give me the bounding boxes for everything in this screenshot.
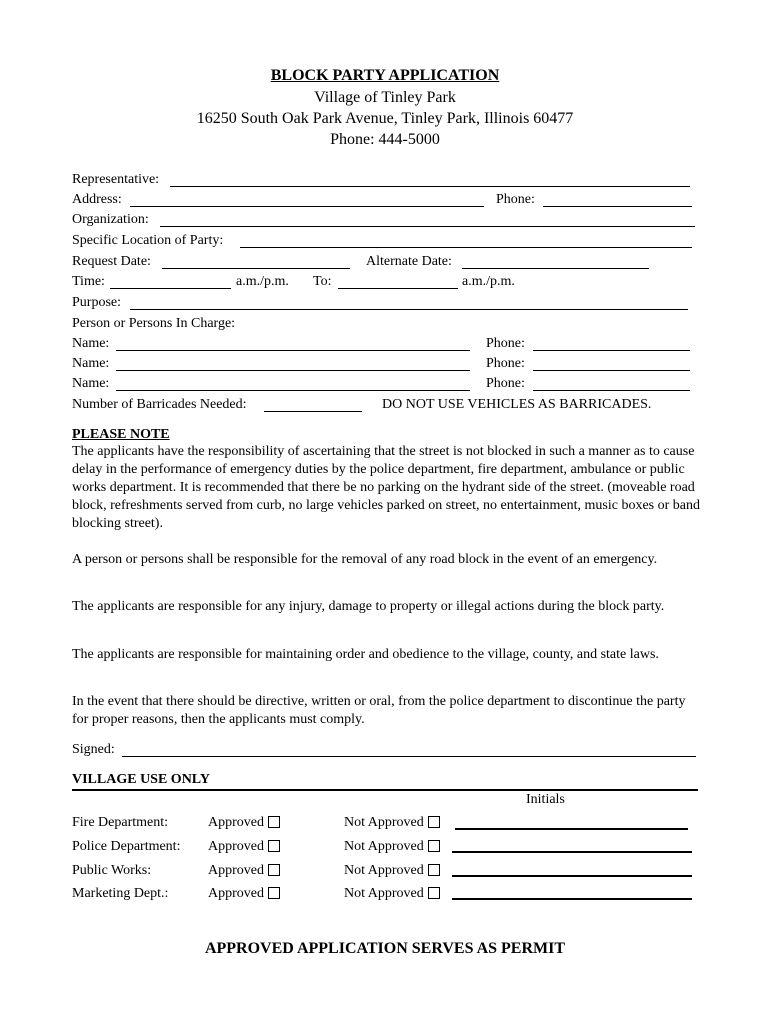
- time-from-ampm: a.m./p.m.: [236, 274, 289, 289]
- police-approved[interactable]: Approved: [208, 838, 280, 856]
- name-phone-field-2[interactable]: [533, 370, 690, 371]
- police-approved-checkbox[interactable]: [268, 840, 280, 852]
- public-works-approved[interactable]: Approved: [208, 862, 280, 880]
- note-paragraph-4: The applicants are responsible for maintaining order and obedience to the village, county, and state laws.: [72, 647, 659, 662]
- dept-public-works-label: Public Works:: [72, 863, 152, 878]
- no-vehicles-warning: DO NOT USE VEHICLES AS BARRICADES.: [382, 397, 652, 412]
- dept-fire-label: Fire Department:: [72, 815, 169, 830]
- address-phone-label: Phone:: [496, 192, 535, 207]
- fire-initials-field[interactable]: [455, 828, 688, 830]
- name-phone-label-3: Phone:: [486, 376, 525, 391]
- village-phone: Phone: 444-5000: [330, 131, 440, 148]
- village-use-heading: VILLAGE USE ONLY: [72, 772, 210, 787]
- organization-field[interactable]: [160, 226, 695, 227]
- fire-not-approved[interactable]: Not Approved: [344, 814, 440, 832]
- name-label-1: Name:: [72, 336, 110, 351]
- time-to-field[interactable]: [338, 288, 458, 289]
- note-paragraph-2: A person or persons shall be responsible for the removal of any road block in the event of an emergency.: [72, 552, 658, 567]
- organization-label: Organization:: [72, 212, 149, 227]
- marketing-approved[interactable]: Approved: [208, 885, 280, 903]
- name-field-1[interactable]: [116, 350, 470, 351]
- alternate-date-label: Alternate Date:: [366, 254, 452, 269]
- police-not-approved[interactable]: Not Approved: [344, 838, 440, 856]
- village-address: 16250 South Oak Park Avenue, Tinley Park, Illinois 60477: [196, 110, 574, 127]
- police-not-approved-checkbox[interactable]: [428, 840, 440, 852]
- purpose-label: Purpose:: [72, 295, 121, 310]
- name-field-3[interactable]: [116, 390, 470, 391]
- name-phone-label-1: Phone:: [486, 336, 525, 351]
- village-use-divider: [72, 789, 698, 791]
- barricades-field[interactable]: [264, 411, 362, 412]
- signature-field[interactable]: [122, 756, 696, 757]
- name-label-3: Name:: [72, 376, 110, 391]
- name-phone-field-3[interactable]: [533, 390, 690, 391]
- note-paragraph-1: The applicants have the responsibility of ascertaining that the street is not blocked in such a manner as to cause delay in the performance of emergency duties by the police department, fire department, ambulance or public works department. It is recommended that there be no parking on the hydrant side of the street. (moveable road block, refreshments served from curb, no large vehicles parked on street, no entertainment, music boxes or band blocking street).: [72, 444, 700, 531]
- time-from-field[interactable]: [110, 288, 231, 289]
- name-phone-label-2: Phone:: [486, 356, 525, 371]
- address-field[interactable]: [130, 206, 484, 207]
- signed-label: Signed:: [72, 742, 115, 757]
- location-label: Specific Location of Party:: [72, 233, 224, 248]
- request-date-field[interactable]: [162, 268, 350, 269]
- address-label: Address:: [72, 192, 122, 207]
- marketing-not-approved[interactable]: Not Approved: [344, 885, 440, 903]
- public-works-approved-checkbox[interactable]: [268, 864, 280, 876]
- public-works-initials-field[interactable]: [452, 875, 692, 877]
- representative-label: Representative:: [72, 172, 160, 187]
- marketing-approved-checkbox[interactable]: [268, 887, 280, 899]
- location-field[interactable]: [240, 247, 692, 248]
- representative-field[interactable]: [170, 186, 690, 187]
- address-phone-field[interactable]: [543, 206, 692, 207]
- police-initials-field[interactable]: [452, 851, 692, 853]
- public-works-not-approved[interactable]: Not Approved: [344, 862, 440, 880]
- note-paragraph-5: In the event that there should be directive, written or oral, from the police department to discontinue the party for proper reasons, then the applicants must comply.: [72, 694, 686, 727]
- initials-label: Initials: [526, 792, 565, 807]
- please-note-heading: PLEASE NOTE: [72, 427, 170, 442]
- public-works-not-approved-checkbox[interactable]: [428, 864, 440, 876]
- marketing-initials-field[interactable]: [452, 898, 692, 900]
- purpose-field[interactable]: [130, 309, 688, 310]
- name-field-2[interactable]: [116, 370, 470, 371]
- time-to-ampm: a.m./p.m.: [462, 274, 515, 289]
- name-label-2: Name:: [72, 356, 110, 371]
- fire-approved-checkbox[interactable]: [268, 816, 280, 828]
- alternate-date-field[interactable]: [462, 268, 649, 269]
- dept-marketing-label: Marketing Dept.:: [72, 886, 169, 901]
- village-name: Village of Tinley Park: [314, 89, 456, 106]
- fire-approved[interactable]: Approved: [208, 814, 280, 832]
- barricades-label: Number of Barricades Needed:: [72, 397, 247, 412]
- name-phone-field-1[interactable]: [533, 350, 690, 351]
- fire-not-approved-checkbox[interactable]: [428, 816, 440, 828]
- request-date-label: Request Date:: [72, 254, 151, 269]
- form-title: BLOCK PARTY APPLICATION: [270, 67, 500, 84]
- time-label: Time:: [72, 274, 105, 289]
- marketing-not-approved-checkbox[interactable]: [428, 887, 440, 899]
- permit-notice: APPROVED APPLICATION SERVES AS PERMIT: [204, 940, 566, 957]
- time-to-label: To:: [313, 274, 332, 289]
- persons-in-charge-label: Person or Persons In Charge:: [72, 316, 236, 331]
- dept-police-label: Police Department:: [72, 839, 181, 854]
- note-paragraph-3: The applicants are responsible for any injury, damage to property or illegal actions during the block party.: [72, 599, 665, 614]
